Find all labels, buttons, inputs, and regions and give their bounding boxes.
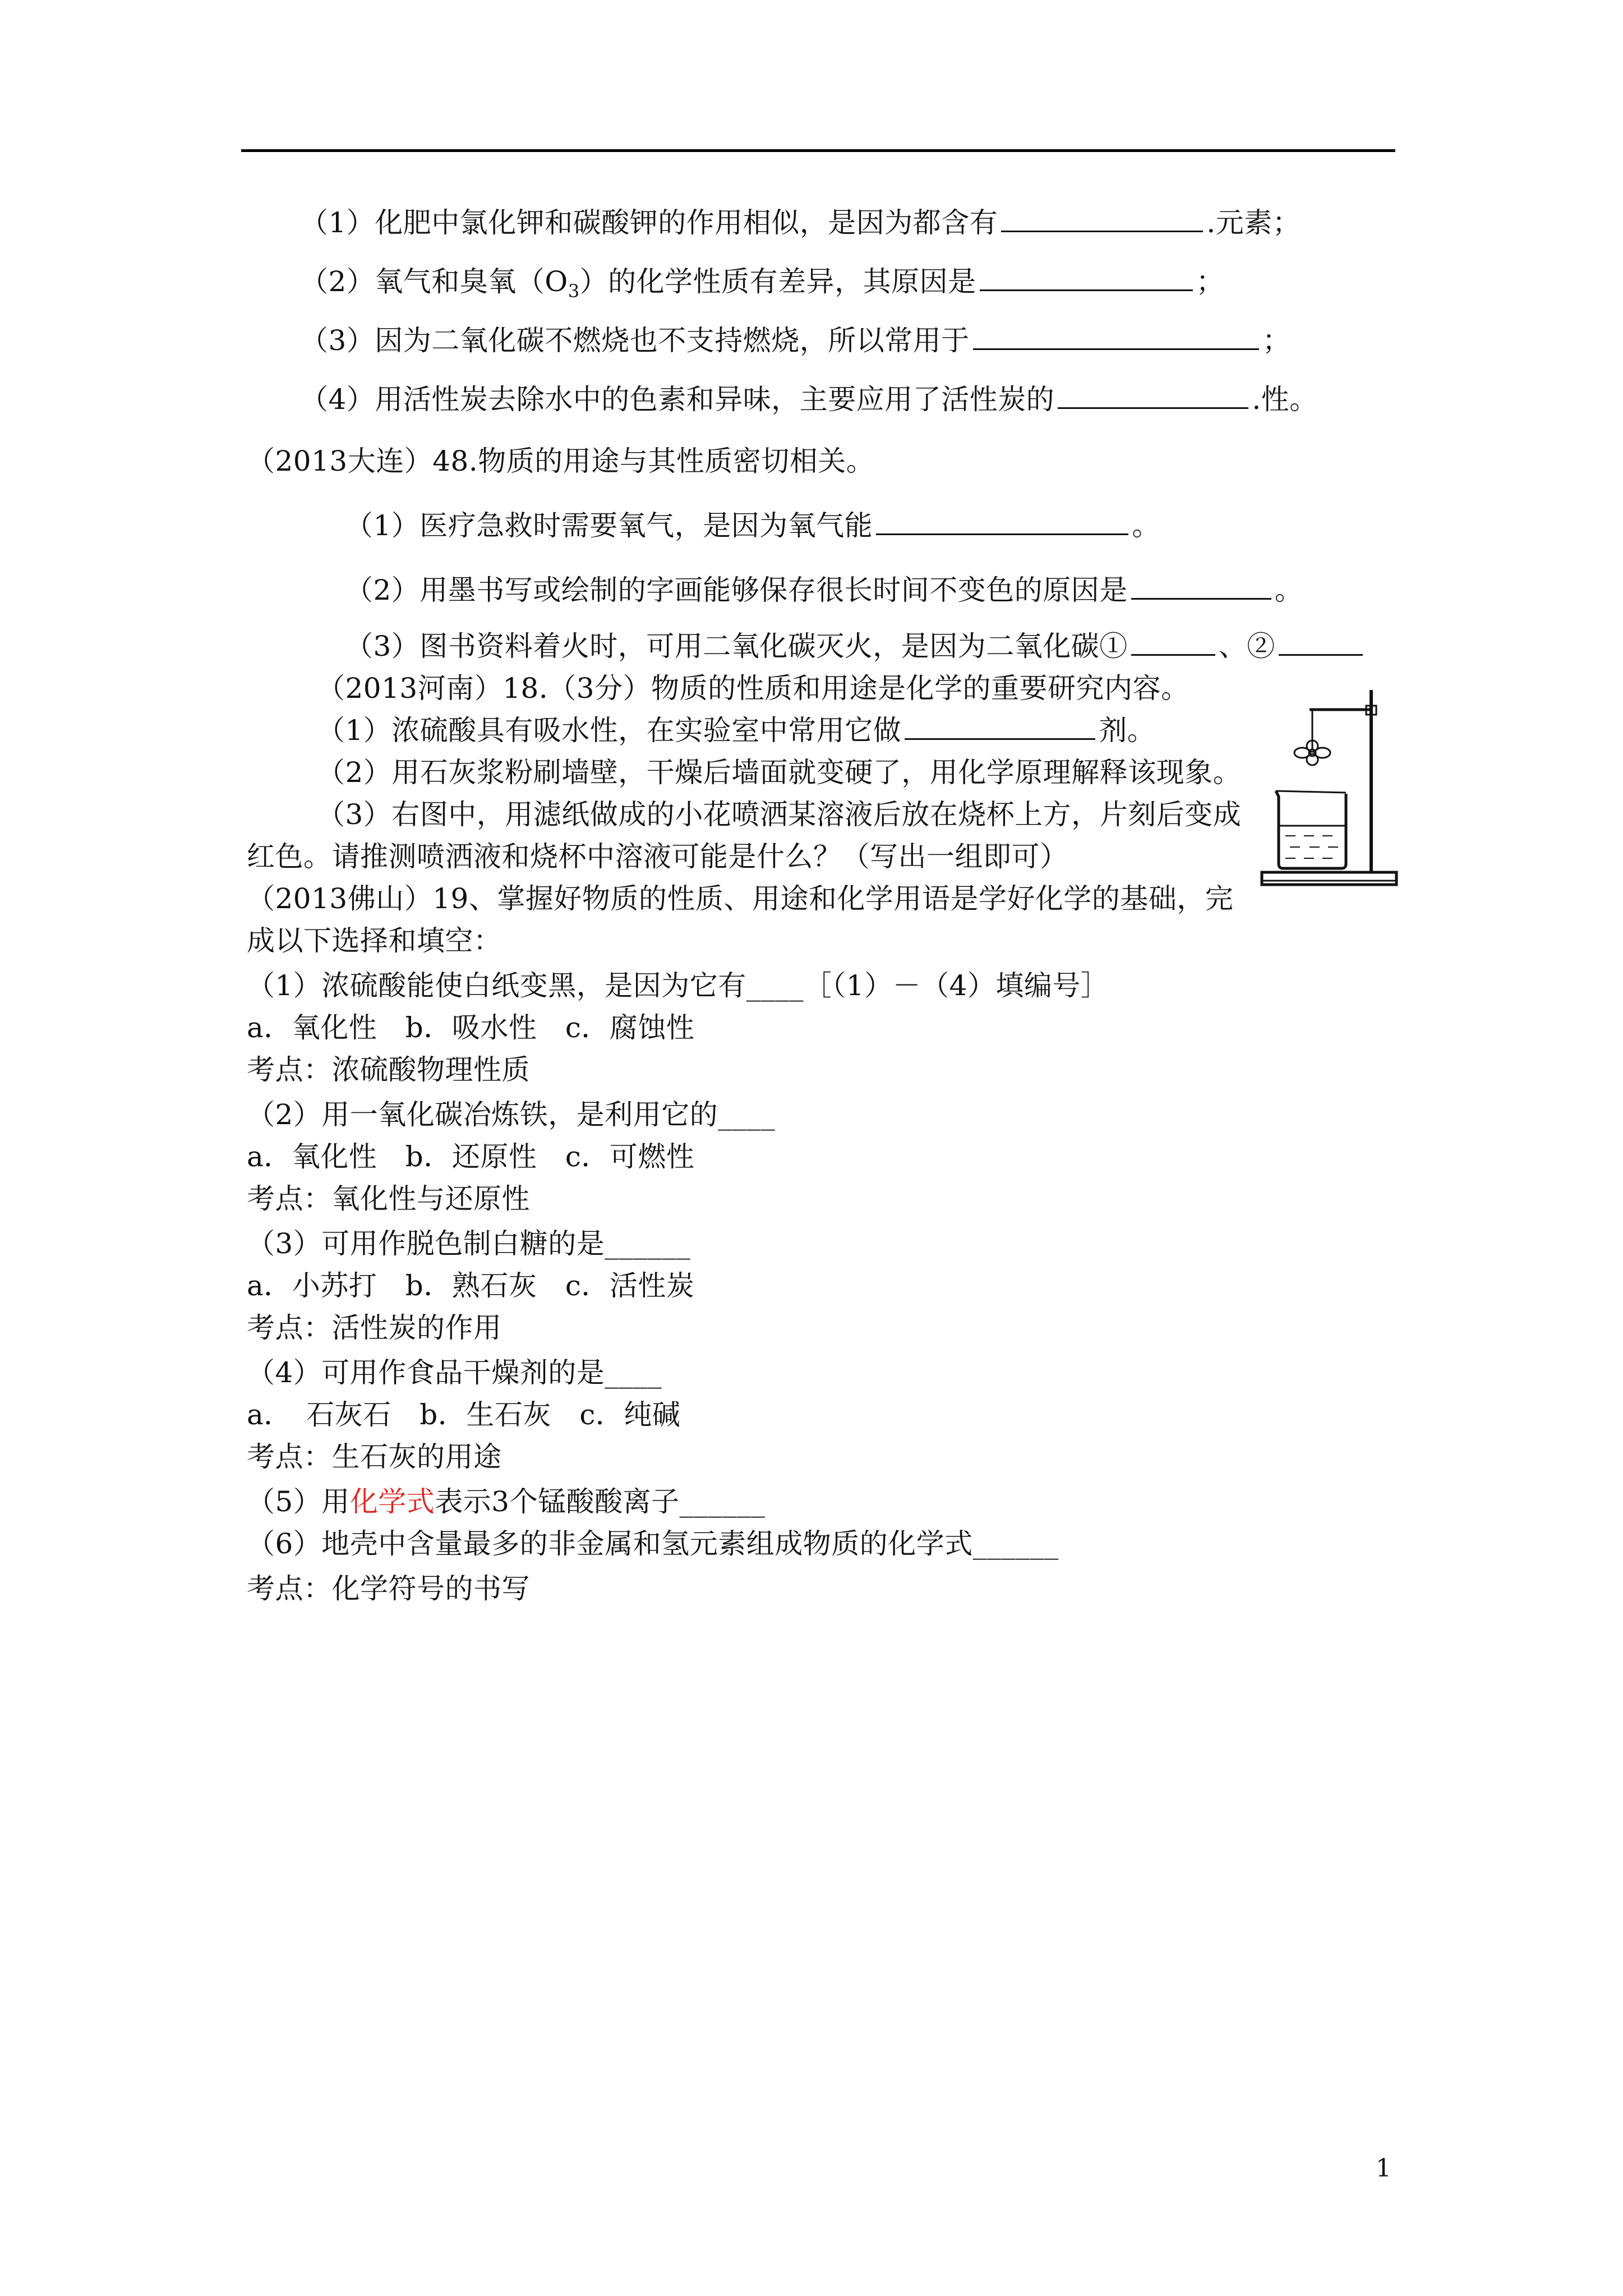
answer-blank: [1131, 572, 1271, 600]
header-rule: [241, 149, 1395, 152]
answer-blank: [876, 508, 1128, 535]
question-line: （5）用化学式表示3个锰酸酸离子______: [247, 1485, 766, 1518]
key-point: 考点：浓硫酸物理性质: [247, 1053, 530, 1086]
question-line: （1）浓硫酸能使白纸变黑，是因为它有____［（1）－（4）填编号］: [247, 969, 1109, 1002]
answer-blank: [1001, 205, 1203, 232]
question-line: （4）用活性炭去除水中的色素和异味，主要应用了活性炭的 .性。: [300, 381, 1318, 417]
key-point: 考点：生石灰的用途: [247, 1441, 502, 1473]
question-title: 成以下选择和填空：: [247, 924, 502, 957]
question-line: （3）可用作脱色制白糖的是______: [247, 1227, 691, 1260]
question-line: （3）因为二氧化碳不燃烧也不支持燃烧，所以常用于 ；: [300, 323, 1290, 358]
key-point: 考点：活性炭的作用: [247, 1312, 502, 1344]
answer-blank: [980, 264, 1193, 291]
experiment-figure: [1256, 679, 1402, 892]
question-line: （2）用一氧化碳冶炼铁，是利用它的____: [247, 1098, 776, 1131]
highlighted-term: 化学式: [349, 1485, 435, 1518]
answer-blank: [905, 712, 1095, 740]
question-line: 红色。请推测喷洒液和烧杯中溶液可能是什么？（写出一组即可）: [247, 840, 1068, 873]
question-line: （6）地壳中含量最多的非金属和氢元素组成物质的化学式______: [247, 1527, 1059, 1560]
question-line: （2）用墨书写或绘制的字画能够保存很长时间不变色的原因是 。: [345, 572, 1303, 608]
question-title: （2013佛山）19、掌握好物质的性质、用途和化学用语是学好化学的基础，完: [247, 882, 1234, 915]
options-line: a．氧化性 b．吸水性 c．腐蚀性: [247, 1011, 695, 1044]
question-line: （1）医疗急救时需要氧气，是因为氧气能 。: [345, 508, 1160, 544]
options-line: a．小苏打 b．熟石灰 c．活性炭: [247, 1269, 695, 1302]
question-line: （4）可用作食品干燥剂的是____: [247, 1356, 662, 1389]
question-title: （2013河南）18.（3分）物质的性质和用途是化学的重要研究内容。: [317, 672, 1189, 705]
question-title: （2013大连）48.物质的用途与其性质密切相关。: [247, 445, 875, 477]
question-line: （3）图书资料着火时，可用二氧化碳灭火，是因为二氧化碳① 、②: [345, 628, 1366, 664]
answer-blank: [1058, 381, 1248, 409]
options-line: a． 石灰石 b．生石灰 c．纯碱: [247, 1398, 681, 1431]
answer-blank: [973, 323, 1259, 350]
question-line: （3）右图中，用滤纸做成的小花喷洒某溶液后放在烧杯上方，片刻后变成: [317, 798, 1242, 831]
answer-blank: [1279, 628, 1363, 656]
key-point: 考点：氧化性与还原性: [247, 1182, 530, 1215]
question-line: （2）氧气和臭氧$(O_3)$的化学性质有差异，其原因是 ；: [300, 264, 1224, 309]
answer-blank: [1131, 628, 1215, 656]
question-line: （1）浓硫酸具有吸水性，在实验室中常用它做 剂。: [317, 712, 1155, 748]
key-point: 考点：化学符号的书写: [247, 1572, 530, 1605]
question-line: （2）用石灰浆粉刷墙壁，干燥后墙面就变硬了，用化学原理解释该现象。: [317, 756, 1242, 789]
options-line: a．氧化性 b．还原性 c．可燃性: [247, 1140, 695, 1173]
page-number: 1: [1376, 2154, 1391, 2183]
question-line: （1）化肥中氯化钾和碳酸钾的作用相似，是因为都含有 .元素；: [300, 205, 1301, 241]
